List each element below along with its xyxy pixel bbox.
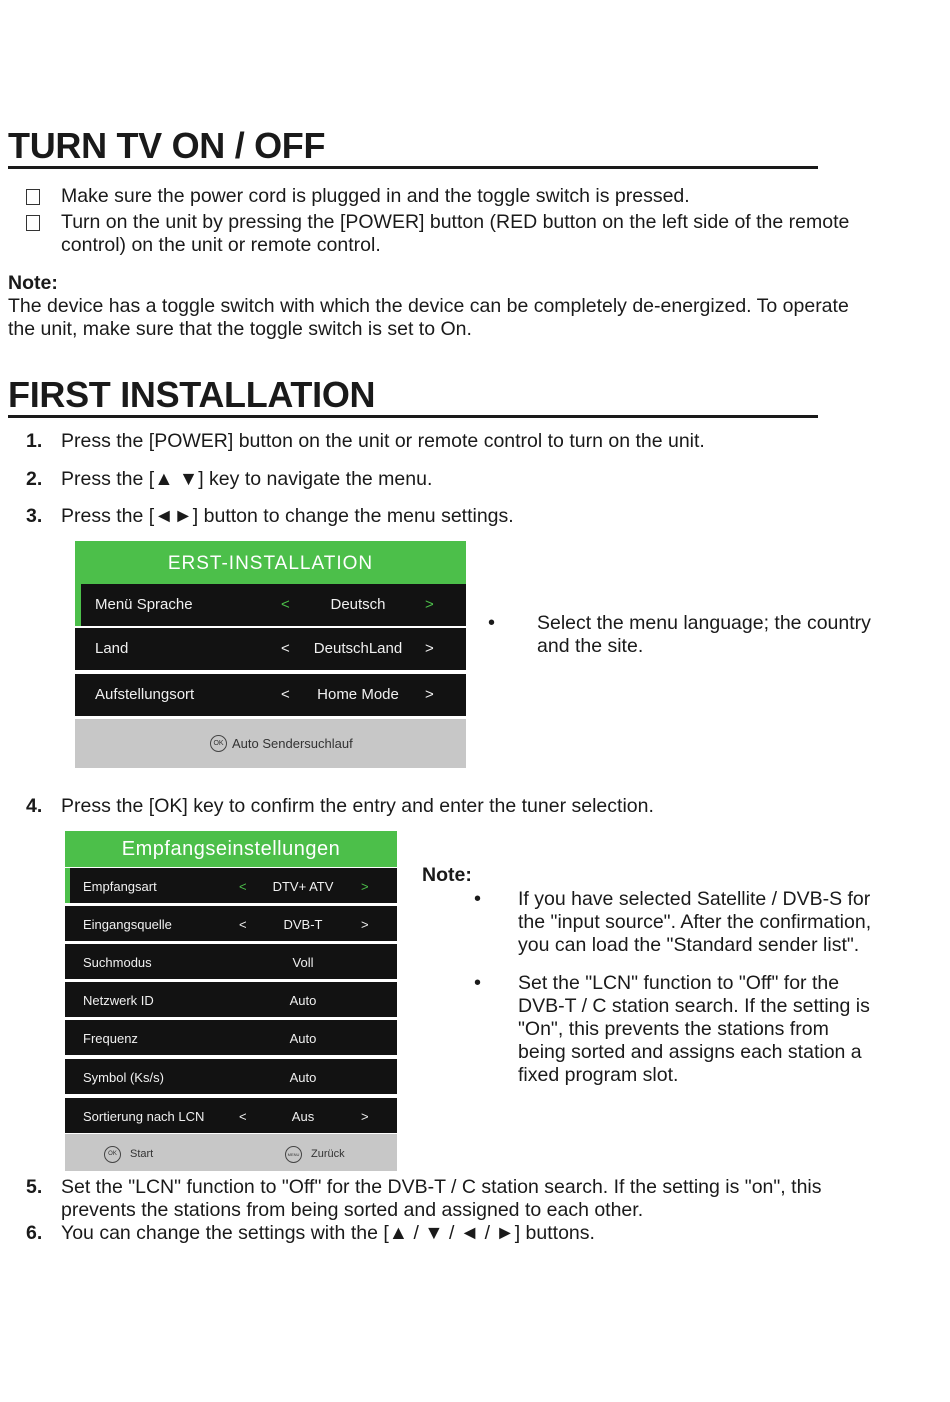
arrow-left-icon[interactable]: < (281, 686, 290, 703)
arrow-right-icon[interactable]: > (361, 879, 369, 894)
menu-row-value: Deutsch (330, 596, 386, 613)
menu-row-value: DTV+ ATV (272, 879, 334, 894)
menu-row-search-mode[interactable] (65, 944, 397, 979)
menu-row-label: Symbol (Ks/s) (83, 1070, 164, 1085)
menu-row-value: Auto (289, 1070, 317, 1085)
step-number: 6. (26, 1222, 43, 1244)
menu-row-reception-type[interactable] (65, 868, 397, 903)
step-text: Press the [▲ ▼] key to navigate the menu. (61, 468, 433, 490)
menu-row-value: Home Mode (317, 686, 399, 703)
note-label: Note: (8, 272, 58, 294)
menu-row-label: Netzwerk ID (83, 993, 154, 1008)
menu-row-label: Sortierung nach LCN (83, 1109, 205, 1124)
first-installation-menu (75, 541, 466, 768)
arrow-right-icon[interactable]: > (425, 686, 434, 703)
step-number: 4. (26, 795, 43, 817)
menu2-note-label: Note: (422, 864, 472, 886)
menu-row-country[interactable] (75, 628, 466, 670)
ok-button-icon: OK (104, 1146, 121, 1163)
menu-row-label: Suchmodus (83, 955, 152, 970)
arrow-left-icon[interactable]: < (239, 879, 247, 894)
menu-row-language[interactable] (75, 584, 466, 626)
menu-footer (65, 1134, 397, 1171)
step-text: Press the [OK] key to confirm the entry and enter the tuner selection. (61, 795, 654, 817)
step-text: Press the [POWER] button on the unit or remote control to turn on the unit. (61, 430, 705, 452)
note-text: the unit, make sure that the toggle switch is set to On. (8, 318, 472, 340)
menu2-bullet-text: "On", this prevents the stations from (518, 1018, 829, 1040)
arrow-left-icon[interactable]: < (239, 1109, 247, 1124)
back-label[interactable]: Zurück (311, 1148, 345, 1160)
menu2-bullet-text: Set the "LCN" function to "Off" for the (518, 972, 840, 994)
menu-row-input-source[interactable] (65, 906, 397, 941)
step-number: 3. (26, 505, 43, 527)
menu-row-label: Aufstellungsort (95, 686, 195, 703)
bullet-dot-icon: • (488, 612, 496, 634)
selected-indicator (75, 584, 81, 626)
menu1-bullet-text: and the site. (537, 635, 644, 657)
menu-title: ERST-INSTALLATION (75, 541, 466, 584)
bullet-text: Make sure the power cord is plugged in and the toggle switch is pressed. (61, 185, 690, 207)
menu-button-icon: MENU (285, 1146, 302, 1163)
menu-row-network-id[interactable] (65, 982, 397, 1017)
menu-title: Empfangseinstellungen (65, 831, 397, 867)
bullet-dot-icon: • (474, 888, 482, 910)
arrow-right-icon[interactable]: > (425, 640, 434, 657)
step-text: You can change the settings with the [▲ / ▼ / ◄ / ►] buttons. (61, 1222, 595, 1244)
menu2-bullet-text: being sorted and assigns each station a (518, 1041, 862, 1063)
menu-row-value: Voll (292, 955, 314, 970)
menu2-bullet-text: If you have selected Satellite / DVB-S for (518, 888, 871, 910)
checkbox-bullet-icon (26, 215, 40, 231)
arrow-left-icon[interactable]: < (281, 596, 290, 613)
step-text: Set the "LCN" function to "Off" for the DVB-T / C station search. If the setting is "on", this (61, 1176, 822, 1198)
step-number: 2. (26, 468, 43, 490)
menu-row-label: Menü Sprache (95, 596, 193, 613)
start-label[interactable]: Start (130, 1148, 154, 1160)
menu-footer (75, 719, 466, 768)
bullet-dot-icon: • (474, 972, 482, 994)
checkbox-bullet-icon (26, 189, 40, 205)
step-number: 5. (26, 1176, 43, 1198)
menu2-bullet-text: the "input source". After the confirmation, (518, 911, 872, 933)
menu-row-lcn-sort[interactable] (65, 1098, 397, 1133)
menu-row-location[interactable] (75, 674, 466, 716)
reception-settings-menu (65, 831, 397, 1171)
section-title-first-installation: FIRST INSTALLATION (8, 375, 818, 418)
step-text: Press the [◄►] button to change the menu settings. (61, 505, 514, 527)
ok-button-icon: OK (210, 735, 227, 752)
section-title-turn-on-off: TURN TV ON / OFF (8, 126, 818, 169)
menu-row-label: Frequenz (83, 1031, 138, 1046)
step-text: prevents the stations from being sorted and assigned to each other. (61, 1199, 644, 1221)
menu2-bullet-text: you can load the "Standard sender list". (518, 934, 860, 956)
arrow-left-icon[interactable]: < (281, 640, 290, 657)
bullet-text: control) on the unit or remote control. (61, 234, 381, 256)
note-text: The device has a toggle switch with which the device can be completely de-energized. To operate (8, 295, 849, 317)
bullet-text: Turn on the unit by pressing the [POWER] button (RED button on the left side of the remote (61, 211, 850, 233)
menu2-bullet-text: DVB-T / C station search. If the setting is (518, 995, 870, 1017)
menu-row-symbol[interactable] (65, 1059, 397, 1094)
menu1-bullet-text: Select the menu language; the country (537, 612, 871, 634)
selected-indicator (65, 868, 70, 903)
arrow-right-icon[interactable]: > (361, 1109, 369, 1124)
menu-row-value: DeutschLand (313, 640, 403, 657)
menu-row-value: Auto (289, 1031, 317, 1046)
step-number: 1. (26, 430, 43, 452)
menu-row-frequency[interactable] (65, 1020, 397, 1055)
auto-search-label[interactable]: Auto Sendersuchlauf (232, 736, 353, 751)
menu-row-value: Aus (291, 1109, 315, 1124)
menu-row-label: Empfangsart (83, 879, 157, 894)
menu-row-label: Land (95, 640, 129, 657)
menu2-bullet-text: fixed program slot. (518, 1064, 679, 1086)
arrow-left-icon[interactable]: < (239, 917, 247, 932)
menu-row-label: Eingangsquelle (83, 917, 172, 932)
arrow-right-icon[interactable]: > (361, 917, 369, 932)
arrow-right-icon[interactable]: > (425, 596, 434, 613)
menu-row-value: Auto (289, 993, 317, 1008)
menu-row-value: DVB-T (283, 917, 323, 932)
